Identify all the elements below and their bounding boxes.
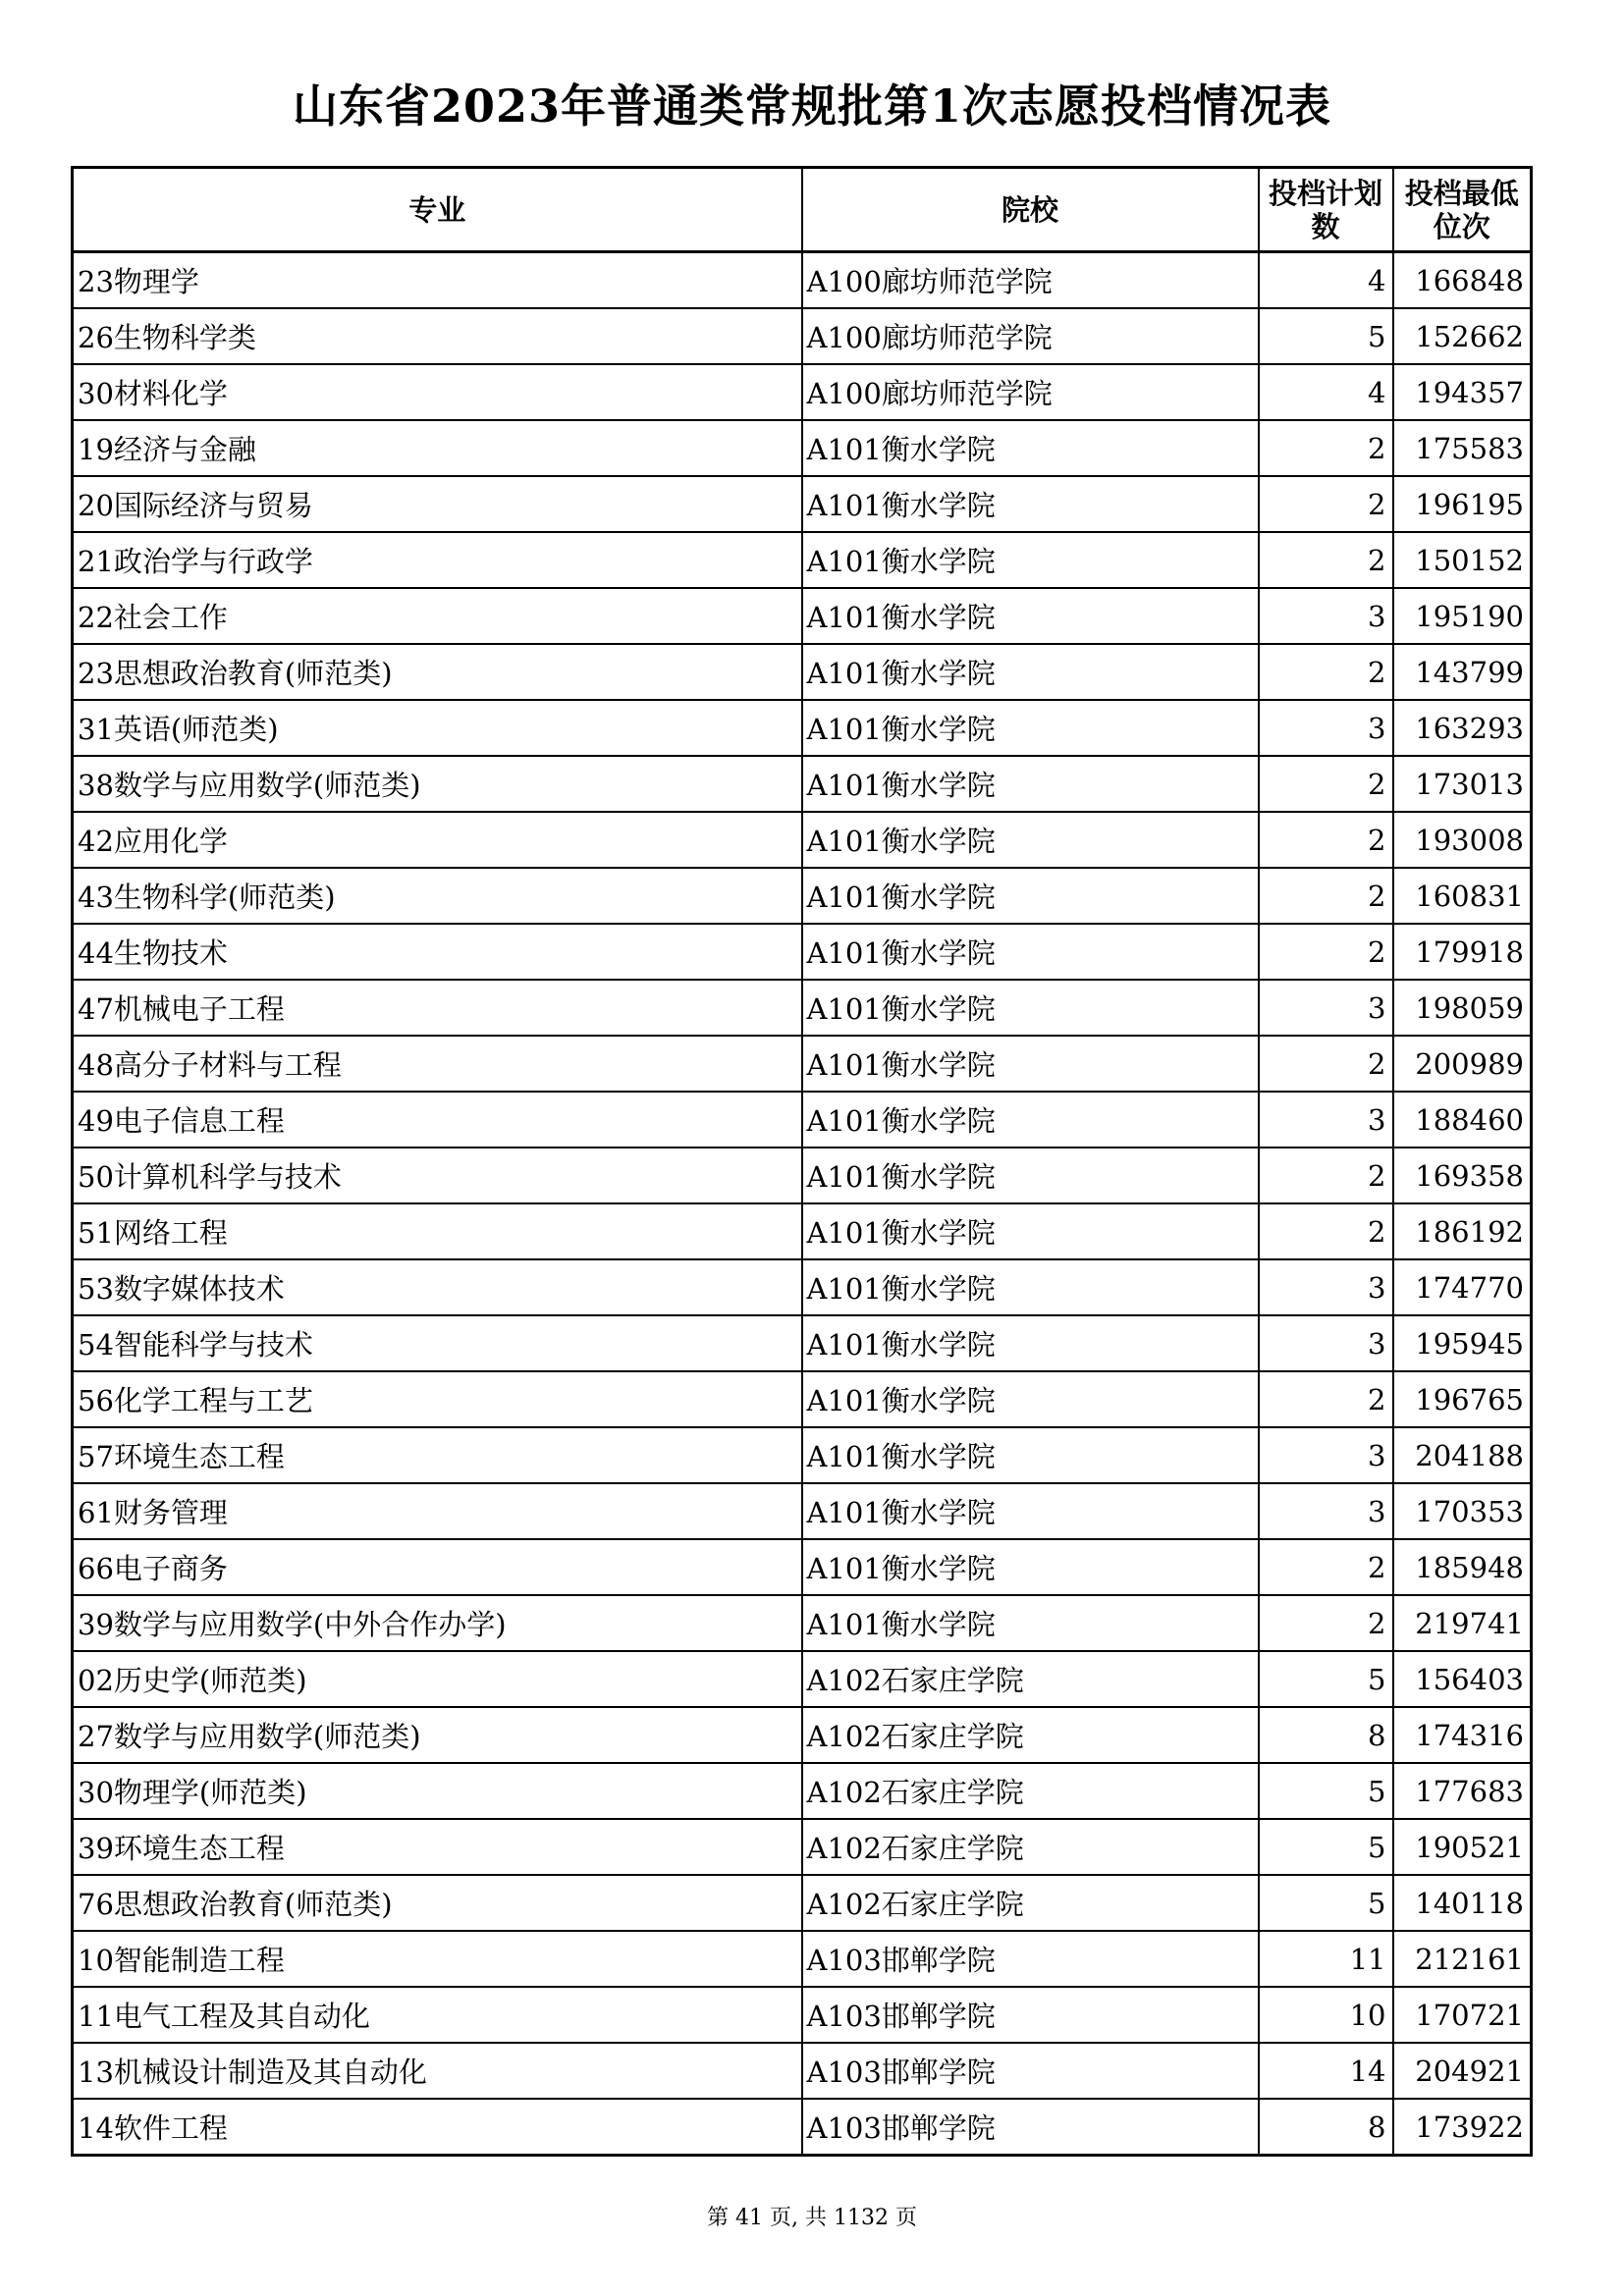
cell-school: A100廊坊师范学院 <box>802 364 1259 420</box>
table-row <box>73 1987 1532 2043</box>
cell-rank: 195945 <box>1393 1315 1532 1371</box>
cell-major: 27数学与应用数学(师范类) <box>73 1707 802 1763</box>
table-row <box>73 1595 1532 1651</box>
table-row <box>73 1315 1532 1371</box>
cell-rank: 179918 <box>1393 924 1532 980</box>
cell-plan: 2 <box>1259 1203 1393 1259</box>
cell-major: 30物理学(师范类) <box>73 1763 802 1819</box>
cell-major: 61财务管理 <box>73 1483 802 1539</box>
cell-plan: 2 <box>1259 812 1393 868</box>
table-row <box>73 420 1532 476</box>
table-row <box>73 1931 1532 1987</box>
cell-rank: 196765 <box>1393 1371 1532 1427</box>
table-row <box>73 2043 1532 2099</box>
cell-school: A101衡水学院 <box>802 868 1259 924</box>
header-plan: 投档计划数 <box>1259 168 1393 252</box>
table-row <box>73 924 1532 980</box>
cell-school: A101衡水学院 <box>802 1092 1259 1148</box>
cell-school: A101衡水学院 <box>802 1148 1259 1203</box>
table-row <box>73 1483 1532 1539</box>
table-row <box>73 2099 1532 2156</box>
cell-rank: 163293 <box>1393 700 1532 756</box>
cell-plan: 2 <box>1259 644 1393 700</box>
cell-plan: 3 <box>1259 1483 1393 1539</box>
cell-major: 39数学与应用数学(中外合作办学) <box>73 1595 802 1651</box>
cell-plan: 2 <box>1259 756 1393 812</box>
table-row <box>73 364 1532 420</box>
cell-rank: 204921 <box>1393 2043 1532 2099</box>
cell-major: 22社会工作 <box>73 588 802 644</box>
table-row <box>73 1036 1532 1092</box>
table-row <box>73 1819 1532 1875</box>
table-row <box>73 868 1532 924</box>
cell-plan: 8 <box>1259 2099 1393 2156</box>
cell-major: 44生物技术 <box>73 924 802 980</box>
cell-major: 47机械电子工程 <box>73 980 802 1036</box>
cell-plan: 5 <box>1259 1651 1393 1707</box>
cell-major: 11电气工程及其自动化 <box>73 1987 802 2043</box>
header-row <box>73 168 1532 252</box>
table-row <box>73 1259 1532 1315</box>
cell-rank: 185948 <box>1393 1539 1532 1595</box>
cell-plan: 14 <box>1259 2043 1393 2099</box>
cell-rank: 196195 <box>1393 476 1532 532</box>
cell-rank: 173922 <box>1393 2099 1532 2156</box>
page-footer: 第 41 页, 共 1132 页 <box>707 2206 917 2230</box>
cell-major: 42应用化学 <box>73 812 802 868</box>
cell-rank: 169358 <box>1393 1148 1532 1203</box>
cell-school: A100廊坊师范学院 <box>802 252 1259 309</box>
cell-major: 14软件工程 <box>73 2099 802 2156</box>
table-header <box>73 168 1532 252</box>
cell-school: A102石家庄学院 <box>802 1819 1259 1875</box>
table-row <box>73 1651 1532 1707</box>
table-row <box>73 1707 1532 1763</box>
cell-major: 57环境生态工程 <box>73 1427 802 1483</box>
cell-plan: 3 <box>1259 1259 1393 1315</box>
cell-school: A100廊坊师范学院 <box>802 308 1259 364</box>
cell-school: A101衡水学院 <box>802 644 1259 700</box>
cell-school: A101衡水学院 <box>802 1539 1259 1595</box>
cell-major: 51网络工程 <box>73 1203 802 1259</box>
cell-school: A101衡水学院 <box>802 980 1259 1036</box>
cell-major: 23思想政治教育(师范类) <box>73 644 802 700</box>
cell-school: A101衡水学院 <box>802 1595 1259 1651</box>
header-major: 专业 <box>73 168 802 252</box>
cell-school: A101衡水学院 <box>802 588 1259 644</box>
cell-school: A101衡水学院 <box>802 420 1259 476</box>
cell-plan: 3 <box>1259 1315 1393 1371</box>
cell-major: 54智能科学与技术 <box>73 1315 802 1371</box>
cell-major: 50计算机科学与技术 <box>73 1148 802 1203</box>
cell-rank: 219741 <box>1393 1595 1532 1651</box>
cell-rank: 150152 <box>1393 532 1532 588</box>
cell-school: A102石家庄学院 <box>802 1875 1259 1931</box>
cell-plan: 2 <box>1259 532 1393 588</box>
table-row <box>73 700 1532 756</box>
cell-major: 02历史学(师范类) <box>73 1651 802 1707</box>
cell-school: A101衡水学院 <box>802 924 1259 980</box>
cell-school: A103邯郸学院 <box>802 2043 1259 2099</box>
table-row <box>73 588 1532 644</box>
cell-rank: 188460 <box>1393 1092 1532 1148</box>
cell-school: A101衡水学院 <box>802 1427 1259 1483</box>
cell-rank: 190521 <box>1393 1819 1532 1875</box>
table-row <box>73 1092 1532 1148</box>
cell-plan: 5 <box>1259 1763 1393 1819</box>
cell-major: 39环境生态工程 <box>73 1819 802 1875</box>
header-school: 院校 <box>802 168 1259 252</box>
cell-rank: 174316 <box>1393 1707 1532 1763</box>
table-row <box>73 812 1532 868</box>
table-body <box>73 252 1532 2156</box>
header-rank: 投档最低位次 <box>1393 168 1532 252</box>
table-row <box>73 308 1532 364</box>
cell-plan: 2 <box>1259 476 1393 532</box>
table-row <box>73 1371 1532 1427</box>
admission-table <box>71 166 1533 2157</box>
table-row <box>73 532 1532 588</box>
cell-school: A101衡水学院 <box>802 1315 1259 1371</box>
cell-school: A101衡水学院 <box>802 476 1259 532</box>
cell-plan: 5 <box>1259 1819 1393 1875</box>
cell-rank: 198059 <box>1393 980 1532 1036</box>
cell-school: A101衡水学院 <box>802 1036 1259 1092</box>
cell-school: A102石家庄学院 <box>802 1651 1259 1707</box>
table-row <box>73 644 1532 700</box>
cell-school: A101衡水学院 <box>802 1203 1259 1259</box>
cell-plan: 5 <box>1259 1875 1393 1931</box>
cell-school: A101衡水学院 <box>802 1371 1259 1427</box>
cell-major: 21政治学与行政学 <box>73 532 802 588</box>
cell-school: A101衡水学院 <box>802 700 1259 756</box>
table-row <box>73 476 1532 532</box>
cell-plan: 2 <box>1259 868 1393 924</box>
cell-plan: 10 <box>1259 1987 1393 2043</box>
cell-rank: 175583 <box>1393 420 1532 476</box>
cell-school: A103邯郸学院 <box>802 1931 1259 1987</box>
cell-major: 23物理学 <box>73 252 802 309</box>
table-row <box>73 980 1532 1036</box>
cell-school: A101衡水学院 <box>802 1259 1259 1315</box>
page-title: 山东省2023年普通类常规批第1次志愿投档情况表 <box>292 80 1332 133</box>
cell-rank: 186192 <box>1393 1203 1532 1259</box>
cell-rank: 200989 <box>1393 1036 1532 1092</box>
cell-plan: 4 <box>1259 364 1393 420</box>
cell-school: A103邯郸学院 <box>802 2099 1259 2156</box>
cell-rank: 195190 <box>1393 588 1532 644</box>
cell-school: A103邯郸学院 <box>802 1987 1259 2043</box>
cell-rank: 152662 <box>1393 308 1532 364</box>
table-row <box>73 756 1532 812</box>
table-row <box>73 1875 1532 1931</box>
cell-major: 56化学工程与工艺 <box>73 1371 802 1427</box>
cell-major: 38数学与应用数学(师范类) <box>73 756 802 812</box>
cell-rank: 173013 <box>1393 756 1532 812</box>
table-row <box>73 1427 1532 1483</box>
cell-major: 26生物科学类 <box>73 308 802 364</box>
cell-major: 49电子信息工程 <box>73 1092 802 1148</box>
cell-plan: 8 <box>1259 1707 1393 1763</box>
cell-major: 31英语(师范类) <box>73 700 802 756</box>
cell-plan: 3 <box>1259 700 1393 756</box>
cell-rank: 156403 <box>1393 1651 1532 1707</box>
cell-plan: 11 <box>1259 1931 1393 1987</box>
cell-rank: 194357 <box>1393 364 1532 420</box>
cell-plan: 2 <box>1259 1595 1393 1651</box>
table-row <box>73 1148 1532 1203</box>
cell-rank: 170353 <box>1393 1483 1532 1539</box>
cell-school: A102石家庄学院 <box>802 1763 1259 1819</box>
cell-plan: 2 <box>1259 1539 1393 1595</box>
cell-major: 43生物科学(师范类) <box>73 868 802 924</box>
table-row <box>73 1203 1532 1259</box>
cell-plan: 3 <box>1259 980 1393 1036</box>
cell-rank: 160831 <box>1393 868 1532 924</box>
cell-plan: 3 <box>1259 1092 1393 1148</box>
cell-rank: 170721 <box>1393 1987 1532 2043</box>
cell-rank: 174770 <box>1393 1259 1532 1315</box>
cell-major: 30材料化学 <box>73 364 802 420</box>
cell-major: 19经济与金融 <box>73 420 802 476</box>
table-row <box>73 252 1532 309</box>
cell-school: A101衡水学院 <box>802 756 1259 812</box>
cell-plan: 4 <box>1259 252 1393 309</box>
cell-major: 53数字媒体技术 <box>73 1259 802 1315</box>
cell-plan: 5 <box>1259 308 1393 364</box>
cell-school: A101衡水学院 <box>802 532 1259 588</box>
cell-rank: 204188 <box>1393 1427 1532 1483</box>
cell-rank: 193008 <box>1393 812 1532 868</box>
cell-plan: 3 <box>1259 588 1393 644</box>
cell-major: 66电子商务 <box>73 1539 802 1595</box>
cell-plan: 3 <box>1259 1427 1393 1483</box>
cell-rank: 140118 <box>1393 1875 1532 1931</box>
cell-plan: 2 <box>1259 1148 1393 1203</box>
cell-major: 20国际经济与贸易 <box>73 476 802 532</box>
cell-school: A101衡水学院 <box>802 1483 1259 1539</box>
table-row <box>73 1539 1532 1595</box>
cell-plan: 2 <box>1259 420 1393 476</box>
cell-major: 13机械设计制造及其自动化 <box>73 2043 802 2099</box>
cell-plan: 2 <box>1259 924 1393 980</box>
cell-plan: 2 <box>1259 1036 1393 1092</box>
cell-rank: 166848 <box>1393 252 1532 309</box>
table-row <box>73 1763 1532 1819</box>
cell-major: 48高分子材料与工程 <box>73 1036 802 1092</box>
cell-major: 10智能制造工程 <box>73 1931 802 1987</box>
cell-rank: 177683 <box>1393 1763 1532 1819</box>
cell-rank: 143799 <box>1393 644 1532 700</box>
cell-school: A101衡水学院 <box>802 812 1259 868</box>
cell-school: A102石家庄学院 <box>802 1707 1259 1763</box>
cell-plan: 2 <box>1259 1371 1393 1427</box>
cell-major: 76思想政治教育(师范类) <box>73 1875 802 1931</box>
cell-rank: 212161 <box>1393 1931 1532 1987</box>
